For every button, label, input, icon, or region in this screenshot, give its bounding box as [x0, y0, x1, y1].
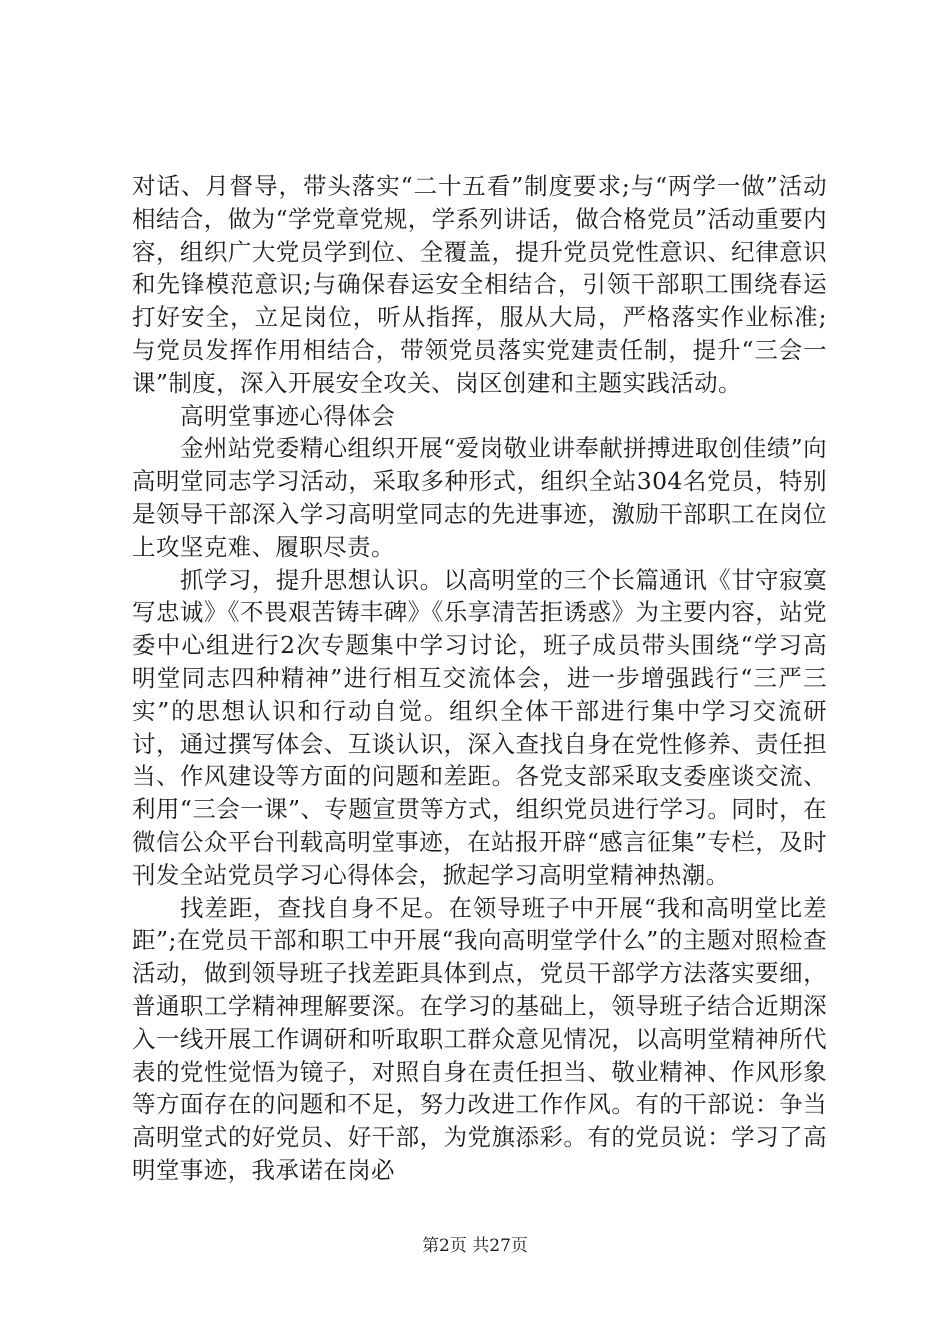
body-paragraph: 找差距，查找自身不足。在领导班子中开展“我和高明堂比差距”;在党员干部和职工中开展“我向高明堂学什么”的主题对照检查活动，做到领导班子找差距具体到点，党员干部学方法落实要细，普通职工学精神理解要深。在学习的基础上，领导班子结合近期深入一线开展工作调研和听取职工群众意见情况，以高明堂精神所代表的党性觉悟为镜子，对照自身在责任担当、敬业精神、作风形象等方面存在的问题和不足，努力改进工作作风。有的干部说：争当高明堂式的好党员、好干部，为党旗添彩。有的党员说：学习了高明堂事迹，我承诺在岗必 [132, 893, 827, 1184]
body-paragraph: 金州站党委精心组织开展“爱岗敬业讲奉献拼搏进取创佳绩”向高明堂同志学习活动，采取多种形式，组织全站304名党员，特别是领导干部深入学习高明堂同志的先进事迹，激励干部职工在岗位上攻坚克难、履职尽责。 [132, 434, 827, 561]
continuation-paragraph: 对话、月督导，带头落实“二十五看”制度要求;与“两学一做”活动相结合，做为“学党章党规，学系列讲话，做合格党员”活动重要内容，组织广大党员学到位、全覆盖，提升党员党性意识、纪律意识和先锋模范意识;与确保春运安全相结合，引领干部职工围绕春运打好安全，立足岗位，听从指挥，服从大局，严格落实作业标准;与党员发挥作用相结合，带领党员落实党建责任制，提升“三会一课”制度，深入开展安全攻关、岗区创建和主题实践活动。 [132, 172, 827, 397]
document-body [132, 170, 827, 1187]
body-paragraph: 抓学习，提升思想认识。以高明堂的三个长篇通讯《甘守寂寞写忠诚》《不畏艰苦铸丰碑》《乐享清苦拒诱惑》为主要内容，站党委中心组进行2次专题集中学习讨论，班子成员带头围绕“学习高明堂同志四种精神”进行相互交流体会，进一步增强践行“三严三实”的思想认识和行动自觉。组织全体干部进行集中学习交流研讨，通过撰写体会、互谈认识，深入查找自身在党性修养、责任担当、作风建设等方面的问题和差距。各党支部采取支委座谈交流、利用“三会一课”、专题宣贯等方式，组织党员进行学习。同时，在微信公众平台刊载高明堂事迹，在站报开辟“感言征集”专栏，及时刊发全站党员学习心得体会，掀起学习高明堂精神热潮。 [132, 565, 827, 889]
page-number-footer: 第2页 共27页 [422, 1236, 528, 1256]
section-heading: 高明堂事迹心得体会 [180, 401, 396, 430]
